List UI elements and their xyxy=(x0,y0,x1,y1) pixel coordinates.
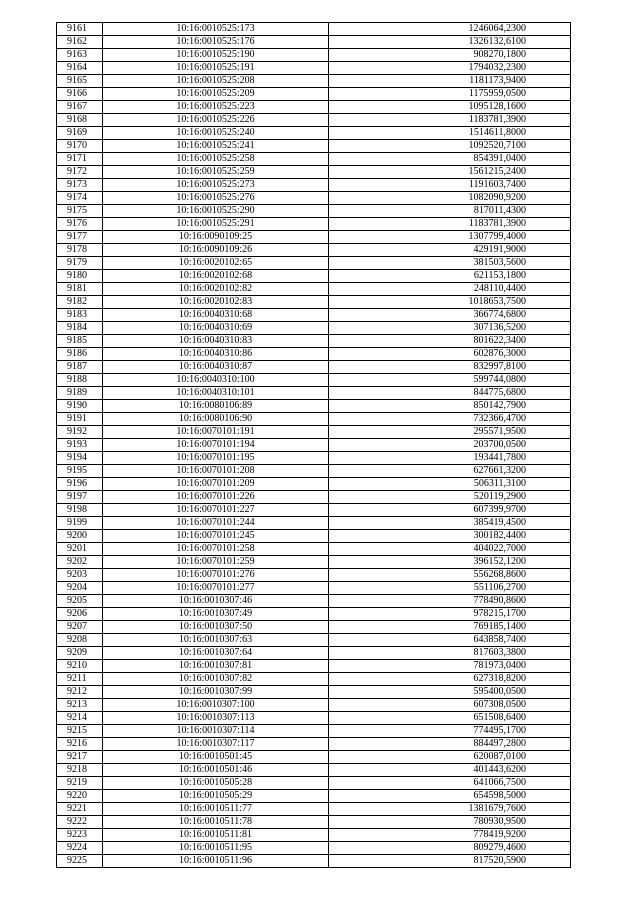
row-number-cell: 9184 xyxy=(57,322,103,335)
row-number-cell: 9208 xyxy=(57,634,103,647)
table-row xyxy=(57,595,571,608)
cadastral-number-cell: 10:16:0040310:86 xyxy=(103,348,329,361)
value-cell: 780930,9500 xyxy=(329,816,571,829)
row-number-cell: 9181 xyxy=(57,283,103,296)
table-row xyxy=(57,23,571,36)
table-row xyxy=(57,218,571,231)
value-cell: 401443,6200 xyxy=(329,764,571,777)
table-row xyxy=(57,699,571,712)
row-number-cell: 9170 xyxy=(57,140,103,153)
table-row xyxy=(57,348,571,361)
row-number-cell: 9206 xyxy=(57,608,103,621)
value-cell: 1191603,7400 xyxy=(329,179,571,192)
cadastral-number-cell: 10:16:0010525:176 xyxy=(103,36,329,49)
cadastral-number-cell: 10:16:0010511:77 xyxy=(103,803,329,816)
row-number-cell: 9196 xyxy=(57,478,103,491)
table-row xyxy=(57,452,571,465)
cadastral-number-cell: 10:16:0070101:209 xyxy=(103,478,329,491)
value-cell: 778419,9200 xyxy=(329,829,571,842)
value-cell: 1561215,2400 xyxy=(329,166,571,179)
row-number-cell: 9177 xyxy=(57,231,103,244)
table-row xyxy=(57,205,571,218)
table-row xyxy=(57,530,571,543)
table-row xyxy=(57,270,571,283)
table-row xyxy=(57,127,571,140)
row-number-cell: 9205 xyxy=(57,595,103,608)
value-cell: 850142,7900 xyxy=(329,400,571,413)
row-number-cell: 9193 xyxy=(57,439,103,452)
row-number-cell: 9180 xyxy=(57,270,103,283)
row-number-cell: 9199 xyxy=(57,517,103,530)
table-row xyxy=(57,49,571,62)
value-cell: 607308,0500 xyxy=(329,699,571,712)
value-cell: 1183781,3900 xyxy=(329,114,571,127)
table-row xyxy=(57,62,571,75)
table-row xyxy=(57,231,571,244)
table-row xyxy=(57,504,571,517)
value-cell: 396152,1200 xyxy=(329,556,571,569)
value-cell: 844775,6800 xyxy=(329,387,571,400)
value-cell: 769185,1400 xyxy=(329,621,571,634)
row-number-cell: 9221 xyxy=(57,803,103,816)
value-cell: 817603,3800 xyxy=(329,647,571,660)
row-number-cell: 9164 xyxy=(57,62,103,75)
table-row xyxy=(57,556,571,569)
cadastral-number-cell: 10:16:0010525:226 xyxy=(103,114,329,127)
value-cell: 429191,9000 xyxy=(329,244,571,257)
value-cell: 595400,0500 xyxy=(329,686,571,699)
table-row xyxy=(57,361,571,374)
table-row xyxy=(57,764,571,777)
cadastral-number-cell: 10:16:0010307:64 xyxy=(103,647,329,660)
table-row xyxy=(57,660,571,673)
value-cell: 1183781,3900 xyxy=(329,218,571,231)
cadastral-number-cell: 10:16:0090109:26 xyxy=(103,244,329,257)
row-number-cell: 9166 xyxy=(57,88,103,101)
table-row xyxy=(57,543,571,556)
cadastral-number-cell: 10:16:0020102:65 xyxy=(103,257,329,270)
table-row xyxy=(57,491,571,504)
value-cell: 778490,8600 xyxy=(329,595,571,608)
value-cell: 307136,5200 xyxy=(329,322,571,335)
value-cell: 809279,4600 xyxy=(329,842,571,855)
row-number-cell: 9202 xyxy=(57,556,103,569)
value-cell: 607399,9700 xyxy=(329,504,571,517)
table-row xyxy=(57,400,571,413)
value-cell: 801622,3400 xyxy=(329,335,571,348)
cadastral-number-cell: 10:16:0070101:191 xyxy=(103,426,329,439)
value-cell: 884497,2800 xyxy=(329,738,571,751)
row-number-cell: 9223 xyxy=(57,829,103,842)
row-number-cell: 9165 xyxy=(57,75,103,88)
table-row xyxy=(57,686,571,699)
value-cell: 1307799,4000 xyxy=(329,231,571,244)
table-row xyxy=(57,413,571,426)
table-row xyxy=(57,153,571,166)
table-row xyxy=(57,855,571,868)
table-row xyxy=(57,309,571,322)
value-cell: 1018653,7500 xyxy=(329,296,571,309)
data-table xyxy=(56,22,571,868)
row-number-cell: 9191 xyxy=(57,413,103,426)
row-number-cell: 9175 xyxy=(57,205,103,218)
table-row xyxy=(57,374,571,387)
value-cell: 1092520,7100 xyxy=(329,140,571,153)
cadastral-number-cell: 10:16:0010501:46 xyxy=(103,764,329,777)
cadastral-number-cell: 10:16:0040310:87 xyxy=(103,361,329,374)
cadastral-number-cell: 10:16:0010525:259 xyxy=(103,166,329,179)
row-number-cell: 9211 xyxy=(57,673,103,686)
value-cell: 621153,1800 xyxy=(329,270,571,283)
table-row xyxy=(57,179,571,192)
cadastral-number-cell: 10:16:0070101:259 xyxy=(103,556,329,569)
cadastral-number-cell: 10:16:0010525:258 xyxy=(103,153,329,166)
row-number-cell: 9216 xyxy=(57,738,103,751)
table-row xyxy=(57,75,571,88)
row-number-cell: 9174 xyxy=(57,192,103,205)
table-row xyxy=(57,283,571,296)
cadastral-number-cell: 10:16:0020102:83 xyxy=(103,296,329,309)
table-row xyxy=(57,790,571,803)
table-row xyxy=(57,465,571,478)
value-cell: 627318,8200 xyxy=(329,673,571,686)
value-cell: 248110,4400 xyxy=(329,283,571,296)
cadastral-number-cell: 10:16:0010307:46 xyxy=(103,595,329,608)
cadastral-number-cell: 10:16:0040310:68 xyxy=(103,309,329,322)
value-cell: 1082090,9200 xyxy=(329,192,571,205)
table-row xyxy=(57,36,571,49)
value-cell: 1381679,7600 xyxy=(329,803,571,816)
value-cell: 300182,4400 xyxy=(329,530,571,543)
table-row xyxy=(57,582,571,595)
value-cell: 817011,4300 xyxy=(329,205,571,218)
row-number-cell: 9209 xyxy=(57,647,103,660)
table-row xyxy=(57,192,571,205)
value-cell: 817520,5900 xyxy=(329,855,571,868)
table-row xyxy=(57,725,571,738)
value-cell: 781973,0400 xyxy=(329,660,571,673)
row-number-cell: 9186 xyxy=(57,348,103,361)
value-cell: 978215,1700 xyxy=(329,608,571,621)
cadastral-number-cell: 10:16:0020102:82 xyxy=(103,283,329,296)
value-cell: 1514611,8000 xyxy=(329,127,571,140)
table-row xyxy=(57,439,571,452)
table-row xyxy=(57,517,571,530)
cadastral-number-cell: 10:16:0010307:114 xyxy=(103,725,329,738)
row-number-cell: 9203 xyxy=(57,569,103,582)
row-number-cell: 9161 xyxy=(57,23,103,36)
cadastral-number-cell: 10:16:0010511:81 xyxy=(103,829,329,842)
row-number-cell: 9217 xyxy=(57,751,103,764)
cadastral-number-cell: 10:16:0010307:50 xyxy=(103,621,329,634)
row-number-cell: 9192 xyxy=(57,426,103,439)
cadastral-number-cell: 10:16:0070101:245 xyxy=(103,530,329,543)
cadastral-number-cell: 10:16:0010525:173 xyxy=(103,23,329,36)
row-number-cell: 9172 xyxy=(57,166,103,179)
cadastral-number-cell: 10:16:0010307:81 xyxy=(103,660,329,673)
table-row xyxy=(57,257,571,270)
value-cell: 1794032,2300 xyxy=(329,62,571,75)
value-cell: 643858,7400 xyxy=(329,634,571,647)
value-cell: 366774,6800 xyxy=(329,309,571,322)
row-number-cell: 9189 xyxy=(57,387,103,400)
row-number-cell: 9215 xyxy=(57,725,103,738)
row-number-cell: 9190 xyxy=(57,400,103,413)
row-number-cell: 9182 xyxy=(57,296,103,309)
value-cell: 832997,8100 xyxy=(329,361,571,374)
table-row xyxy=(57,569,571,582)
cadastral-number-cell: 10:16:0010525:209 xyxy=(103,88,329,101)
cadastral-number-cell: 10:16:0010525:276 xyxy=(103,192,329,205)
row-number-cell: 9194 xyxy=(57,452,103,465)
cadastral-number-cell: 10:16:0070101:195 xyxy=(103,452,329,465)
table-row xyxy=(57,842,571,855)
value-cell: 203700,0500 xyxy=(329,439,571,452)
value-cell: 1181173,9400 xyxy=(329,75,571,88)
row-number-cell: 9185 xyxy=(57,335,103,348)
cadastral-number-cell: 10:16:0040310:100 xyxy=(103,374,329,387)
cadastral-number-cell: 10:16:0010307:82 xyxy=(103,673,329,686)
cadastral-number-cell: 10:16:0040310:83 xyxy=(103,335,329,348)
table-row xyxy=(57,101,571,114)
value-cell: 295571,9500 xyxy=(329,426,571,439)
cadastral-number-cell: 10:16:0070101:226 xyxy=(103,491,329,504)
value-cell: 651508,6400 xyxy=(329,712,571,725)
table-row xyxy=(57,647,571,660)
table-row xyxy=(57,634,571,647)
table-row xyxy=(57,712,571,725)
table-row xyxy=(57,244,571,257)
row-number-cell: 9171 xyxy=(57,153,103,166)
cadastral-number-cell: 10:16:0070101:258 xyxy=(103,543,329,556)
cadastral-number-cell: 10:16:0010525:190 xyxy=(103,49,329,62)
cadastral-number-cell: 10:16:0010511:95 xyxy=(103,842,329,855)
row-number-cell: 9195 xyxy=(57,465,103,478)
value-cell: 620087,0100 xyxy=(329,751,571,764)
value-cell: 908270,1800 xyxy=(329,49,571,62)
value-cell: 641066,7500 xyxy=(329,777,571,790)
value-cell: 602876,3000 xyxy=(329,348,571,361)
table-row xyxy=(57,478,571,491)
row-number-cell: 9213 xyxy=(57,699,103,712)
value-cell: 520119,2900 xyxy=(329,491,571,504)
row-number-cell: 9179 xyxy=(57,257,103,270)
cadastral-number-cell: 10:16:0010505:29 xyxy=(103,790,329,803)
cadastral-number-cell: 10:16:0010525:208 xyxy=(103,75,329,88)
value-cell: 1326132,6100 xyxy=(329,36,571,49)
value-cell: 654598,5000 xyxy=(329,790,571,803)
cadastral-number-cell: 10:16:0020102:68 xyxy=(103,270,329,283)
row-number-cell: 9225 xyxy=(57,855,103,868)
row-number-cell: 9218 xyxy=(57,764,103,777)
value-cell: 854391,0400 xyxy=(329,153,571,166)
value-cell: 732366,4700 xyxy=(329,413,571,426)
cadastral-number-cell: 10:16:0010501:45 xyxy=(103,751,329,764)
row-number-cell: 9188 xyxy=(57,374,103,387)
table-row xyxy=(57,751,571,764)
table-row xyxy=(57,738,571,751)
table-row xyxy=(57,608,571,621)
value-cell: 1095128,1600 xyxy=(329,101,571,114)
table-row xyxy=(57,322,571,335)
value-cell: 599744,0800 xyxy=(329,374,571,387)
cadastral-number-cell: 10:16:0010307:117 xyxy=(103,738,329,751)
row-number-cell: 9163 xyxy=(57,49,103,62)
row-number-cell: 9224 xyxy=(57,842,103,855)
row-number-cell: 9214 xyxy=(57,712,103,725)
row-number-cell: 9212 xyxy=(57,686,103,699)
cadastral-number-cell: 10:16:0010505:28 xyxy=(103,777,329,790)
table-row xyxy=(57,803,571,816)
row-number-cell: 9176 xyxy=(57,218,103,231)
table-row xyxy=(57,114,571,127)
cadastral-number-cell: 10:16:0010525:191 xyxy=(103,62,329,75)
cadastral-number-cell: 10:16:0070101:277 xyxy=(103,582,329,595)
cadastral-number-cell: 10:16:0090109:25 xyxy=(103,231,329,244)
row-number-cell: 9222 xyxy=(57,816,103,829)
value-cell: 556268,8600 xyxy=(329,569,571,582)
value-cell: 193441,7800 xyxy=(329,452,571,465)
value-cell: 1246064,2300 xyxy=(329,23,571,36)
cadastral-number-cell: 10:16:0010307:113 xyxy=(103,712,329,725)
cadastral-number-cell: 10:16:0070101:227 xyxy=(103,504,329,517)
table-row xyxy=(57,777,571,790)
cadastral-number-cell: 10:16:0010525:290 xyxy=(103,205,329,218)
row-number-cell: 9207 xyxy=(57,621,103,634)
table-row xyxy=(57,387,571,400)
table-row xyxy=(57,829,571,842)
cadastral-number-cell: 10:16:0010525:240 xyxy=(103,127,329,140)
cadastral-number-cell: 10:16:0040310:101 xyxy=(103,387,329,400)
cadastral-number-cell: 10:16:0010525:223 xyxy=(103,101,329,114)
row-number-cell: 9219 xyxy=(57,777,103,790)
cadastral-number-cell: 10:16:0010511:78 xyxy=(103,816,329,829)
cadastral-number-cell: 10:16:0070101:194 xyxy=(103,439,329,452)
cadastral-number-cell: 10:16:0010525:241 xyxy=(103,140,329,153)
cadastral-number-cell: 10:16:0010525:291 xyxy=(103,218,329,231)
row-number-cell: 9210 xyxy=(57,660,103,673)
row-number-cell: 9198 xyxy=(57,504,103,517)
cadastral-number-cell: 10:16:0080106:90 xyxy=(103,413,329,426)
cadastral-number-cell: 10:16:0080106:89 xyxy=(103,400,329,413)
row-number-cell: 9183 xyxy=(57,309,103,322)
row-number-cell: 9167 xyxy=(57,101,103,114)
cadastral-number-cell: 10:16:0010525:273 xyxy=(103,179,329,192)
cadastral-number-cell: 10:16:0010307:99 xyxy=(103,686,329,699)
table-row xyxy=(57,621,571,634)
value-cell: 551106,2700 xyxy=(329,582,571,595)
cadastral-number-cell: 10:16:0070101:208 xyxy=(103,465,329,478)
row-number-cell: 9220 xyxy=(57,790,103,803)
row-number-cell: 9168 xyxy=(57,114,103,127)
value-cell: 404022,7000 xyxy=(329,543,571,556)
row-number-cell: 9201 xyxy=(57,543,103,556)
row-number-cell: 9200 xyxy=(57,530,103,543)
value-cell: 381503,5600 xyxy=(329,257,571,270)
cadastral-number-cell: 10:16:0010307:100 xyxy=(103,699,329,712)
cadastral-number-cell: 10:16:0070101:276 xyxy=(103,569,329,582)
table-body xyxy=(57,23,571,868)
table-row xyxy=(57,673,571,686)
table-row xyxy=(57,88,571,101)
row-number-cell: 9197 xyxy=(57,491,103,504)
table-row xyxy=(57,426,571,439)
row-number-cell: 9178 xyxy=(57,244,103,257)
row-number-cell: 9173 xyxy=(57,179,103,192)
row-number-cell: 9204 xyxy=(57,582,103,595)
cadastral-number-cell: 10:16:0010511:96 xyxy=(103,855,329,868)
table-row xyxy=(57,296,571,309)
row-number-cell: 9187 xyxy=(57,361,103,374)
table-row xyxy=(57,140,571,153)
value-cell: 627661,3200 xyxy=(329,465,571,478)
table-row xyxy=(57,166,571,179)
row-number-cell: 9162 xyxy=(57,36,103,49)
cadastral-number-cell: 10:16:0040310:69 xyxy=(103,322,329,335)
value-cell: 506311,3100 xyxy=(329,478,571,491)
table-row xyxy=(57,335,571,348)
cadastral-number-cell: 10:16:0010307:63 xyxy=(103,634,329,647)
cadastral-number-cell: 10:16:0010307:49 xyxy=(103,608,329,621)
table-row xyxy=(57,816,571,829)
value-cell: 774495,1700 xyxy=(329,725,571,738)
value-cell: 1175959,0500 xyxy=(329,88,571,101)
value-cell: 385419,4500 xyxy=(329,517,571,530)
row-number-cell: 9169 xyxy=(57,127,103,140)
cadastral-number-cell: 10:16:0070101:244 xyxy=(103,517,329,530)
